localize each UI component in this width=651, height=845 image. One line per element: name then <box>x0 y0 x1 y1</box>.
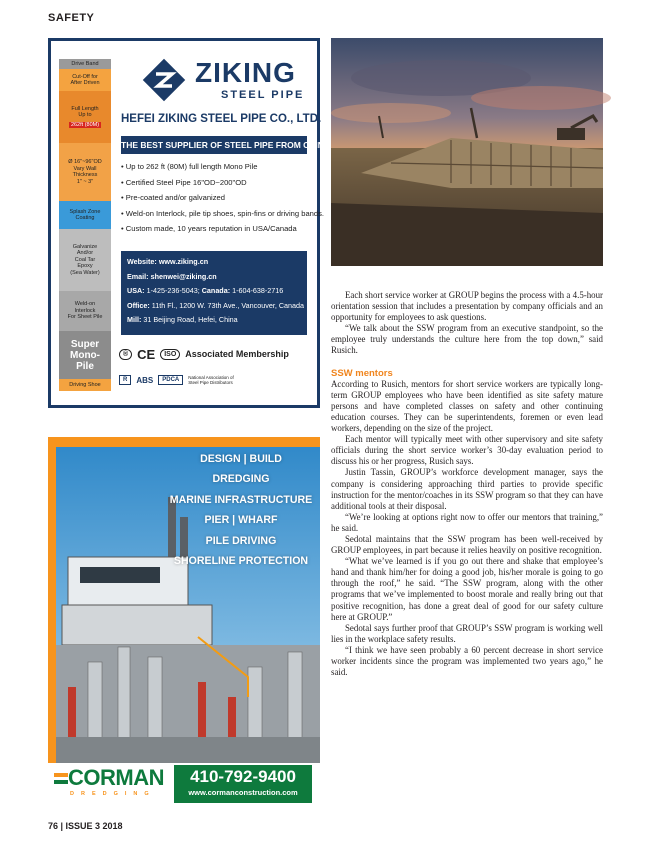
od-label-4: 1" ~ 3" <box>76 178 94 185</box>
pipe-driving-shoe <box>59 379 111 391</box>
ziking-diamond-icon <box>141 57 187 103</box>
splash-label-1: Splash Zone <box>69 208 101 215</box>
galvanize-label-3: Coal Tar <box>74 256 96 263</box>
article-paragraph: Each short service worker at GROUP begins the process with a 4.5-hour orientation session that includes a presentation by company officials and an opportunity for employees to ask questions. <box>331 290 603 323</box>
galvanize-label-1: Galvanize <box>72 243 98 250</box>
super-label-2: Mono- <box>70 349 100 361</box>
canada-phone-label: Canada: <box>201 286 231 295</box>
article-paragraph: “What we’ve learned is if you go out there and shake that employee’s hand and thank him/her for doing a good job, his/her morale is going to go through the roof,” he said. “The SSW program, along with the other programs that we’ve implemented to boost morale and really bring out that positive recognition, has done a great deal of good for our safety culture here at GROUP.” <box>331 556 603 622</box>
pipe-weld-on <box>59 291 111 331</box>
feature-item: • Weld-on Interlock, pile tip shoes, spin-fins or driving bands. <box>121 206 317 222</box>
corman-advertisement[interactable] <box>48 437 320 808</box>
office-address: 11th Fl., 1200 W. 73th Ave., Vancouver, Canada <box>151 300 304 310</box>
length-value: 262ft (80M) <box>70 121 100 128</box>
feature-item: • Pre-coated and/or galvanized <box>121 190 317 206</box>
website-label: Website: <box>127 257 157 266</box>
website-link[interactable]: www.ziking.cn <box>158 257 209 266</box>
ziking-brand: ZIKING <box>195 57 296 88</box>
ziking-tagline: THE BEST SUPPLIER OF STEEL PIPE FROM CHINA <box>121 136 307 154</box>
ziking-advertisement[interactable] <box>48 38 331 408</box>
galvanize-label-4: Epoxy <box>77 263 93 270</box>
od-label-3: Thickness <box>72 172 98 178</box>
article-paragraph: Sedotal says further proof that GROUP’s SSW program is working well lies in the workplace safety results. <box>331 622 603 644</box>
membership-label: Associated Membership <box>185 349 289 359</box>
weld-label-1: Weld-on <box>74 301 96 308</box>
service-item: SHORELINE PROTECTION <box>173 555 309 568</box>
ul-cert-icon: ® <box>119 349 132 360</box>
certification-row <box>119 345 315 363</box>
email-link[interactable]: shenwei@ziking.cn <box>150 271 217 281</box>
section-label: SAFETY <box>48 12 95 24</box>
pipe-super-mono <box>59 331 111 379</box>
article-paragraph: Sedotal maintains that the SSW program has been well-received by GROUP employees, in part because it relies heavily on positive recognition. <box>331 533 603 556</box>
ce-mark-icon: CE <box>137 346 156 362</box>
pipe-cut-off <box>59 69 111 91</box>
pdca-logo: PDCA <box>158 375 183 385</box>
ziking-company-name: HEFEI ZIKING STEEL PIPE CO., LTD. <box>121 113 322 125</box>
iso-cert: ISO <box>160 349 180 360</box>
pipe-od <box>59 143 111 201</box>
article-paragraph: According to Rusich, mentors for short service workers are typically long-term GROUP employees who have been identified as site safety mature persons and have completed classes on safety and other continuing education courses. They can be superintendents, foremen or even lead workers, depending on the size of the project. <box>331 378 603 434</box>
ziking-feature-list <box>121 159 325 237</box>
service-item: MARINE INFRASTRUCTURE <box>169 493 313 506</box>
corman-phone[interactable]: 410-792-9400 <box>190 767 296 786</box>
service-item: DREDGING <box>212 473 270 486</box>
super-label-1: Super <box>70 338 100 350</box>
ziking-contact-box <box>121 251 307 335</box>
driving-shoe-label: Driving Shoe <box>69 381 101 388</box>
article-paragraph: “We talk about the SSW program from an executive standpoint, so the employee truly understands the culture here from the top down,” said Rusich. <box>331 323 603 356</box>
cut-off-label-2: After Driven <box>70 80 100 86</box>
usa-phone: 1-425-236-5043; <box>146 286 200 295</box>
corman-website-link[interactable]: www.cormanconstruction.com <box>188 788 298 797</box>
weld-label-3: For Sheet Pile <box>67 314 103 321</box>
galvanize-label-2: And/or <box>76 250 94 257</box>
service-item: PIER | WHARF <box>204 514 278 527</box>
feature-item: • Custom made, 10 years reputation in USA/Canada <box>121 221 317 237</box>
article-paragraph: Each mentor will typically meet with other supervisory and site safety officials during the short service worker’s 30-day evaluation period to discuss his or her progress, Rusich says. <box>331 434 603 467</box>
subheading-ssw-mentors: SSW mentors <box>331 367 393 379</box>
article-paragraph: “I think we have seen probably a 60 percent decrease in short service worker incidents since the program was implemented two years ago,” he said. <box>331 644 603 678</box>
drive-band-label: Drive Band <box>71 60 99 67</box>
abs-logo: ABS <box>136 375 154 385</box>
pipe-diagram <box>59 59 111 389</box>
r-logo-icon: R <box>119 375 131 385</box>
corman-brand-sub: DREDGING <box>70 791 156 797</box>
corman-footer <box>48 763 320 808</box>
full-length-label-2: Up to <box>78 112 92 119</box>
service-item: PILE DRIVING <box>205 534 277 547</box>
full-length-label-1: Full Length <box>71 105 99 112</box>
feature-item: • Up to 262 ft (80M) full length Mono Pile <box>121 159 317 175</box>
construction-site-photo <box>331 38 603 266</box>
corman-services-list <box>162 453 320 575</box>
mill-label: Mill: <box>127 315 142 324</box>
ziking-logo <box>141 55 321 105</box>
page-footer: 76 | ISSUE 3 2018 <box>48 821 123 831</box>
corman-wave-icon <box>54 769 68 789</box>
splash-label-2: Coating <box>75 215 95 221</box>
email-label: Email: <box>127 271 149 281</box>
article-body <box>331 290 603 678</box>
corman-logo <box>54 765 172 805</box>
galvanize-label-5: (Sea Water) <box>70 269 100 276</box>
pipe-galvanize <box>59 229 111 291</box>
office-label: Office: <box>127 300 150 310</box>
od-label-1: Ø 16"~96"OD <box>68 159 102 165</box>
service-item: DESIGN | BUILD <box>200 453 282 465</box>
pipe-full-length <box>59 91 111 143</box>
ziking-brand-sub: STEEL PIPE <box>221 89 305 101</box>
corman-brand: CORMAN <box>68 765 164 790</box>
mill-address: 31 Beijing Road, Hefei, China <box>143 315 238 324</box>
usa-phone-label: USA: <box>127 286 145 295</box>
super-label-3: Pile <box>76 360 94 372</box>
weld-label-2: Interlock <box>74 307 96 314</box>
pipe-splash-zone <box>59 201 111 229</box>
corman-contact-box <box>174 765 312 803</box>
cut-off-label-1: Cut-Off for <box>72 73 98 80</box>
association-row <box>119 371 315 389</box>
article-paragraph: “We’re looking at options right now to offer our mentors that training,” he said. <box>331 511 603 533</box>
pipe-drive-band <box>59 59 111 69</box>
feature-item: • Certified Steel Pipe 16"OD~200"OD <box>121 175 317 191</box>
od-label-2: Vary Wall <box>73 165 97 172</box>
article-paragraph: Justin Tassin, GROUP’s workforce development manager, says the company is considering approaching third parties to provide specific instruction for the mentor/coaches in its SSW program so that they can have additional tools at their disposal. <box>331 467 603 511</box>
napsd-logo: National Association of Steel Pipe Distributors <box>188 375 234 385</box>
canada-phone: 1-604-638-2716 <box>232 286 284 295</box>
